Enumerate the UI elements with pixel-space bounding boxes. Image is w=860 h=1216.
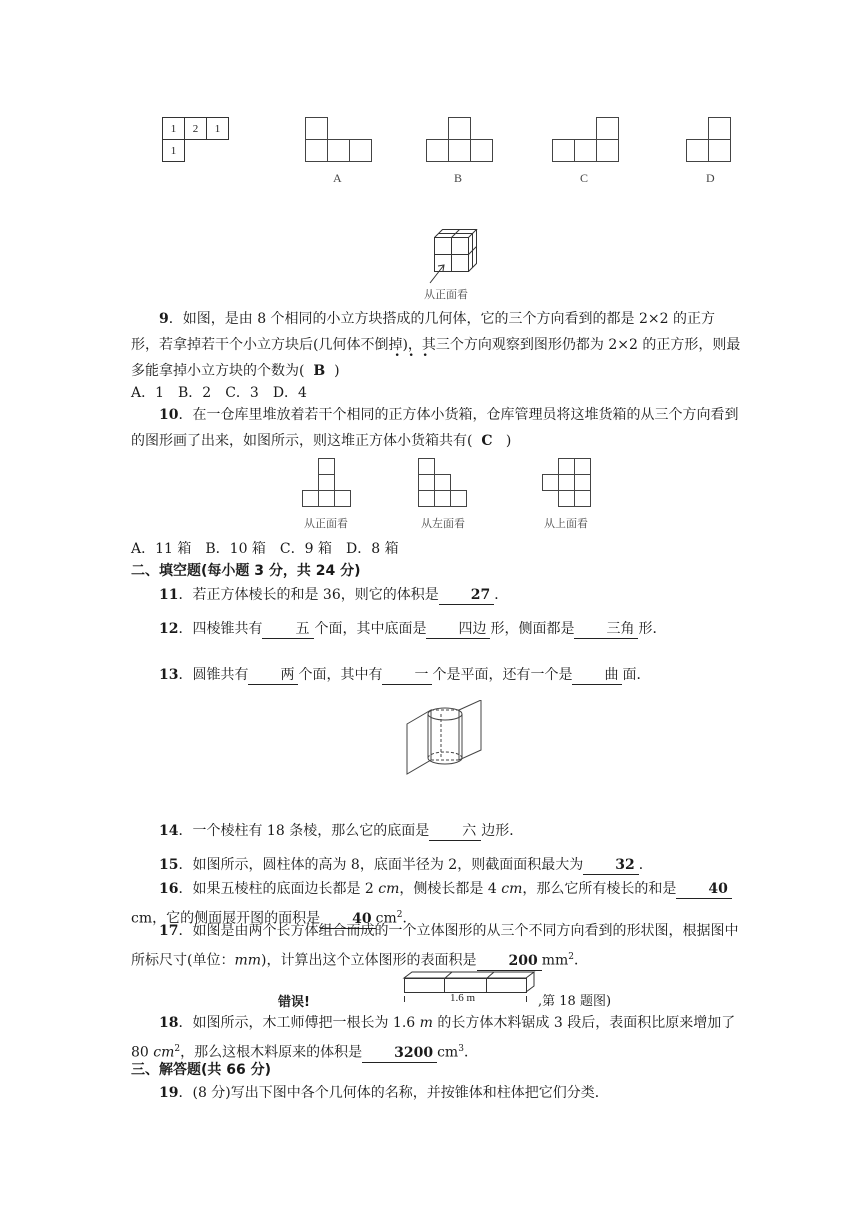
question-text: ，那么这根木料原来的体积是 (180, 1044, 363, 1061)
superscript: 2 (568, 952, 575, 962)
grid-cell: 2 (192, 123, 199, 135)
section-heading-solutions: 三、解答题(共 66 分) (131, 1062, 272, 1078)
question-text: ． (494, 587, 509, 603)
emphasis-char: 倒 . (374, 337, 388, 353)
question-number: 17 (159, 923, 179, 939)
question-text: cm，它的侧面展开图的面积是 (131, 910, 321, 927)
superscript: 2 (396, 910, 403, 920)
option-d-label: D (706, 171, 715, 185)
question-text: ．(8 分)写出下图中各个几何体的名称，并按锥体和柱体把它们分类． (178, 1085, 609, 1101)
error-marker: 错误! (278, 995, 310, 1010)
question-11 (131, 582, 741, 608)
option-d-figure (686, 117, 734, 165)
question-text: ．在一仓库里堆放着若干个相同的正方体小货箱，仓库管理员将这堆货箱的从三个方向看到的图形画了出来，如图所示，则这堆正方体小货箱共有( (131, 407, 739, 449)
question-text: 面． (622, 667, 651, 683)
question-text: 边形． (481, 823, 524, 839)
answer-choice: B (313, 363, 326, 379)
emphasis-char: 不 . (360, 337, 374, 353)
left-view-caption: 从左面看 (421, 517, 465, 530)
unit: cm (153, 1044, 175, 1061)
question-text: ．圆锥共有 (178, 667, 249, 683)
question-text: )，其三个方向观察到图形仍都为 2×2 的正方形，则最多能拿掉小立方块的个数为( (131, 337, 741, 379)
question-text: ． (402, 910, 417, 927)
question-9-options: A．1 B．2 C．3 D．4 (131, 385, 307, 401)
bracket: ) (505, 433, 512, 449)
answer-blank: 两 (248, 666, 298, 685)
question-text: 个面，其中有 (298, 667, 383, 683)
question-9 (131, 306, 741, 384)
question-text: ．四棱锥共有 (178, 621, 263, 637)
question-number: 11 (159, 587, 179, 603)
superscript: 2 (174, 1044, 181, 1054)
question-12 (131, 616, 741, 642)
question-text: ． (463, 1044, 478, 1061)
unit: m (419, 1015, 433, 1031)
question-number: 14 (159, 823, 179, 839)
question-14 (131, 818, 741, 844)
number-grid-figure (162, 117, 234, 165)
option-a-label: A (333, 171, 342, 185)
question-text: cm (437, 1044, 459, 1061)
answer-blank: 200 (477, 952, 542, 971)
option-b-figure (426, 117, 496, 165)
grid-cell: 1 (214, 123, 221, 135)
option-b-label: B (454, 171, 463, 185)
superscript: 3 (458, 1044, 464, 1054)
question-text: ，那么它所有棱长的和是 (522, 881, 677, 897)
question-19 (131, 1080, 741, 1106)
question-number: 19 (159, 1085, 179, 1101)
question-17 (131, 918, 741, 974)
question-text: mm (541, 952, 569, 969)
figure-18-caption: ,第 18 题图) (538, 994, 612, 1009)
question-number: 10 (159, 407, 179, 423)
question-text: 个面，其中底面是 (314, 621, 427, 637)
answer-blank: 一 (382, 666, 432, 685)
wood-beam-figure (400, 970, 538, 1010)
answer-blank: 3200 (362, 1044, 437, 1063)
answer-blank: 27 (439, 586, 494, 605)
question-15 (131, 852, 741, 878)
answer-blank: 六 (429, 822, 481, 841)
unit: cm (501, 881, 523, 897)
answer-blank: 曲 (572, 666, 622, 685)
unit: cm (378, 881, 400, 897)
question-number: 12 (159, 621, 179, 637)
front-view-caption: 从正面看 (304, 517, 348, 530)
answer-blank: 四边 (426, 620, 490, 639)
question-10 (131, 402, 741, 454)
question-number: 13 (159, 667, 179, 683)
question-number: 16 (159, 881, 179, 897)
answer-blank: 40 (320, 910, 375, 929)
question-text: ．如图，是由 8 个相同的小立方块搭成的几何体，它的三个方向看到的都是 2×2 的正方形，若拿掉若干个小立方块后(几何体 (131, 311, 716, 353)
emphasis-char: 掉 . (388, 337, 402, 353)
top-view-caption: 从上面看 (544, 517, 588, 530)
cylinder-section-figure (405, 700, 485, 778)
grid-cell: 1 (170, 145, 177, 157)
top-view-figure (540, 458, 596, 510)
question-text: 个是平面，还有一个是 (432, 667, 573, 683)
question-text: 的长方体木料锯成 3 段后，表面积比原来增加了 80 (131, 1015, 736, 1061)
cube-view-caption: 从正面看 (424, 288, 468, 301)
question-text: 形． (638, 621, 667, 637)
option-c-figure (552, 117, 622, 165)
left-view-figure (416, 458, 472, 510)
answer-blank: 三角 (574, 620, 638, 639)
question-text: ．如图所示，木工师傅把一根长为 1.6 (178, 1015, 420, 1031)
beam-length-label: 1.6 m (450, 992, 476, 1004)
option-a-figure (305, 117, 375, 165)
answer-blank: 40 (676, 880, 731, 899)
answer-blank: 五 (262, 620, 314, 639)
question-text: ．若正方体棱长的和是 36，则它的体积是 (178, 587, 439, 603)
answer-blank: 32 (583, 856, 638, 875)
question-text: ．如图是由两个长方体组合而成的一个立体图形的从三个不同方向看到的形状图，根据图中所标尺寸(单位： (131, 923, 739, 969)
question-10-options: A．11 箱 B．10 箱 C．9 箱 D．8 箱 (131, 541, 399, 557)
front-view-figure (300, 458, 356, 510)
question-number: 15 (159, 857, 179, 873)
question-text: ，侧棱长都是 4 (399, 881, 502, 897)
section-heading-fill-in: 二、填空题(每小题 3 分，共 24 分) (131, 563, 361, 579)
unit: mm (234, 952, 262, 969)
option-c-label: C (580, 171, 589, 185)
grid-cell: 1 (170, 123, 177, 135)
question-text: ．一个棱柱有 18 条棱，那么它的底面是 (178, 823, 430, 839)
question-number: 9 (159, 311, 169, 327)
question-text: ．如果五棱柱的底面边长都是 2 (178, 881, 379, 897)
question-number: 18 (159, 1015, 179, 1031)
answer-choice: C (481, 433, 493, 449)
question-text: )，计算出这个立体图形的表面积是 (261, 952, 477, 969)
question-13 (131, 662, 741, 688)
question-text: 形，侧面都是 (490, 621, 575, 637)
question-text: ． (638, 857, 653, 873)
question-text: ． (574, 952, 589, 969)
question-text: ．如图所示，圆柱体的高为 8，底面半径为 2，则截面面积最大为 (178, 857, 584, 873)
question-text: cm (375, 910, 397, 927)
cube-stack-figure (424, 225, 480, 285)
bracket: ) (334, 363, 340, 379)
